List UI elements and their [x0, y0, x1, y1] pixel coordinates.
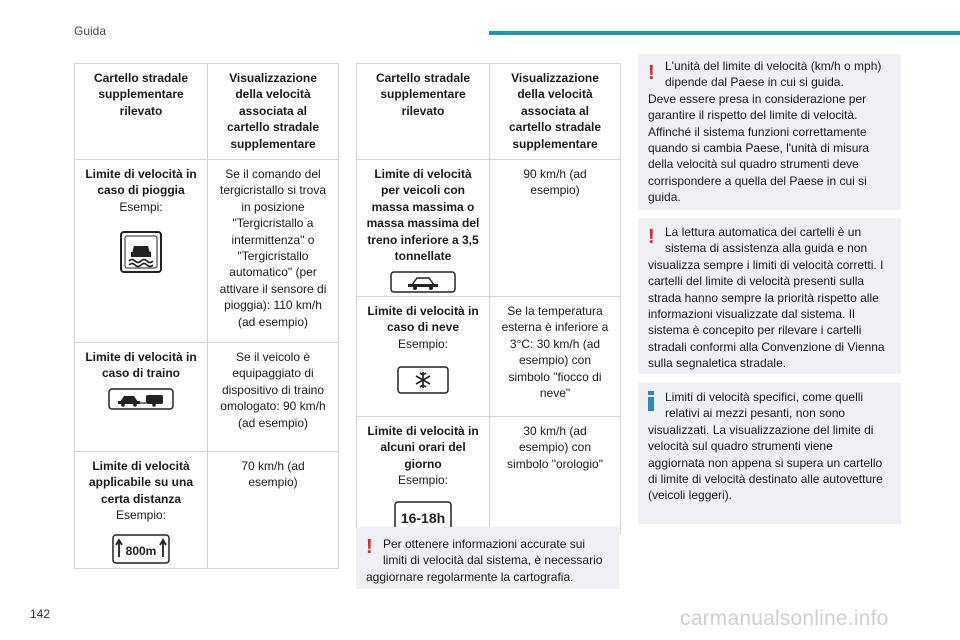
note-text: Deve essere presa in considerazione per garantire il rispetto del limite di velocità. Affinché il sistema funzioni correttamente quando si cambia Paese, l'unità di misura della velocità sul quadro strumenti deve corrispondere a quella del Paese in cui si guida.	[648, 91, 870, 205]
row-value: 70 km/h (ad esempio)	[241, 459, 305, 490]
car-trailer-sign-icon	[108, 388, 174, 410]
warning-icon: !	[366, 536, 373, 558]
row-value: Se la temperatura esterna è inferiore a 3°C: 30 km/h (ad esempio) con simbolo "fiocco di neve"	[501, 304, 609, 401]
info-icon	[648, 391, 654, 415]
header-accent-bar	[489, 31, 960, 35]
table-header-row	[357, 64, 621, 160]
table-header-col2: Visualizzazione della velocità associata al cartello stradale supplementare	[226, 71, 320, 151]
table-row	[75, 160, 339, 343]
watermark-text: carmanualsonline.info	[680, 607, 889, 630]
row-title: Limite di velocità per veicoli con massa massima o massa massima del treno inferiore a 3,5 tonnellate	[366, 167, 480, 264]
row-title: Limite di velocità in caso di pioggia	[85, 167, 197, 198]
note-lead: La lettura automatica dei cartelli è un sistema di assistenza alla guida e non	[665, 225, 868, 256]
row-value: Se il comando del tergicristallo si trova in posizione "Tergicristallo a intermittenza" o "Tergicristallo automatico" (per attivare il sensore di pioggia): 110 km/h (ad esempio)	[219, 167, 327, 329]
warning-icon: !	[648, 62, 655, 84]
row-title: Limite di velocità in alcuni orari del giorno	[367, 424, 479, 471]
time-sign-text: 16-18h	[400, 509, 446, 526]
warning-note-sign-reading	[638, 218, 901, 374]
table-row	[357, 297, 621, 417]
page-number: 142	[30, 607, 51, 621]
note-text: visualizza sempre i limiti di velocità corretti. I cartelli del limite di velocità presenti sulla strada hanno sempre la priorità rispetto alle informazioni visualizzate dal sistema. Il sistema è concepito per rilevare i cartelli stradali conformi alla Convenzione di Vienna sulla segnaletica stradale.	[648, 257, 885, 371]
warning-note-cartography	[356, 527, 619, 589]
signs-table-middle	[356, 63, 621, 534]
section-title: Guida	[74, 24, 107, 38]
table-header-col1: Cartello stradale supplementare rilevato	[93, 71, 189, 118]
warning-icon: !	[648, 226, 655, 248]
table-row	[75, 343, 339, 452]
row-example-label: Esempio:	[397, 473, 449, 488]
row-title: Limite di velocità applicabile su una certa distanza	[88, 459, 194, 506]
row-example-label: Esempi:	[119, 199, 163, 214]
snowflake-sign-icon	[397, 366, 449, 394]
row-value: Se il veicolo è equipaggiato di dispositivo di traino omologato: 90 km/h (ad esempio)	[220, 350, 326, 430]
note-lead: L'unità del limite di velocità (km/h o mph) dipende dal Paese in cui si guida.	[665, 59, 882, 90]
table-row	[357, 417, 621, 534]
table-header-col1: Cartello stradale supplementare rilevato	[375, 71, 471, 118]
table-row	[75, 452, 339, 569]
table-row	[357, 160, 621, 297]
note-lead: Limiti di velocità specifici, come quelli relativi ai mezzi pesanti, non sono	[665, 390, 864, 421]
row-example-label: Esempio:	[115, 508, 167, 523]
row-value: 90 km/h (ad esempio)	[523, 167, 587, 198]
row-value: 30 km/h (ad esempio) con simbolo "orologio"	[507, 424, 603, 471]
distance-sign-icon	[112, 534, 170, 564]
table-header-col2: Visualizzazione della velocità associata al cartello stradale supplementare	[508, 71, 602, 151]
note-text: aggiornare regolarmente la cartografia.	[366, 569, 574, 584]
note-text: visualizzati. La visualizzazione del limite di velocità sul quadro strumenti viene aggiornata non appena si supera un cartello di limite di velocità destinato alle autovetture (veicoli leggeri).	[648, 422, 883, 503]
row-example-label: Esempio:	[397, 336, 449, 351]
car-sign-icon	[390, 271, 456, 293]
distance-sign-text: 800m	[125, 543, 157, 558]
signs-table-left	[74, 63, 339, 569]
rain-sign-icon	[120, 231, 162, 273]
row-title: Limite di velocità in caso di traino	[85, 350, 197, 381]
info-note-specific-limits	[638, 383, 901, 524]
note-lead: Per ottenere informazioni accurate sui limiti di velocità dal sistema, è necessario	[383, 537, 603, 568]
table-header-row	[75, 64, 339, 160]
row-title: Limite di velocità in caso di neve	[367, 304, 479, 335]
warning-note-speed-unit	[638, 54, 901, 210]
